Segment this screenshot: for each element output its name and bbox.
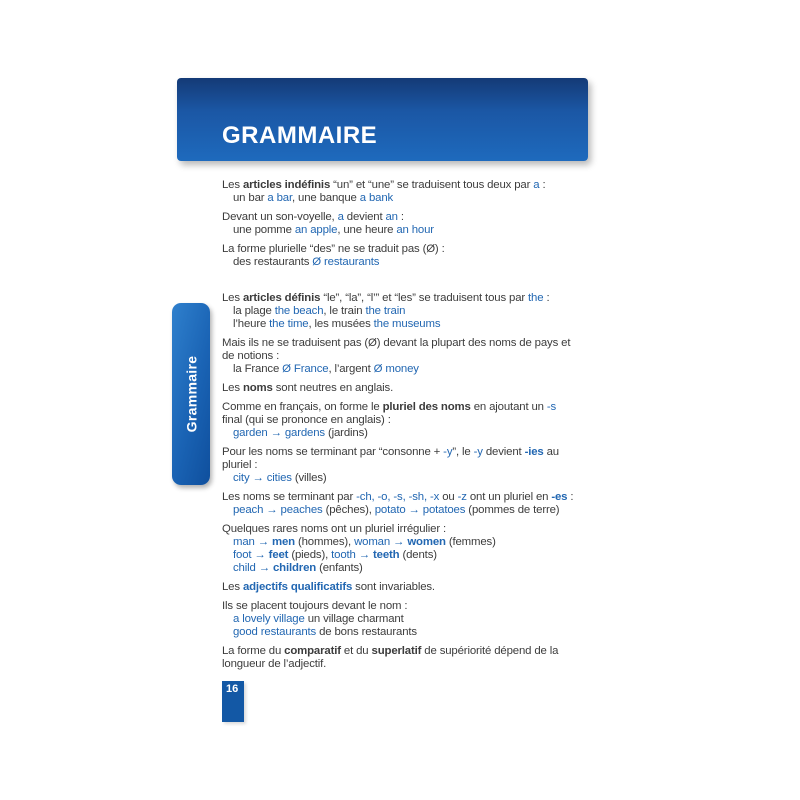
english-term: the time xyxy=(269,318,309,330)
english-term: an hour xyxy=(396,224,434,236)
chapter-header-banner xyxy=(177,78,588,161)
english-term: a xyxy=(337,211,344,223)
text-segment: Pour les noms se terminant par “consonne + xyxy=(222,446,444,458)
text-line xyxy=(222,414,614,427)
text-line xyxy=(222,645,614,658)
english-term: -y xyxy=(473,446,483,458)
english-term: a bar xyxy=(267,192,293,204)
chapter-side-tab xyxy=(172,303,210,485)
english-term: -es xyxy=(551,491,568,503)
text-line xyxy=(222,581,614,594)
text-segment: de notions : xyxy=(222,350,280,362)
text-segment: “un” et “une” se traduisent tous deux par xyxy=(330,179,534,191)
english-term: men xyxy=(271,536,295,548)
text-line xyxy=(222,211,614,224)
english-term: an xyxy=(385,211,398,223)
chapter-side-tab-label: Grammaire xyxy=(183,355,200,433)
text-segment: , les musées xyxy=(308,318,374,330)
english-term: child → xyxy=(233,562,273,574)
text-line xyxy=(222,256,614,269)
text-segment: , le train xyxy=(323,305,366,317)
english-term: -s xyxy=(546,401,557,413)
text-segment: (pêches), xyxy=(322,504,375,516)
text-line xyxy=(222,562,614,575)
text-line xyxy=(222,363,614,376)
english-term: -ies xyxy=(524,446,544,458)
chapter-title: GRAMMAIRE xyxy=(222,122,378,149)
english-term: a bank xyxy=(359,192,394,204)
text-line xyxy=(222,401,614,414)
english-term: -y xyxy=(443,446,453,458)
text-segment: Ils se placent toujours devant le nom : xyxy=(222,600,408,612)
text-segment: : xyxy=(567,491,574,503)
english-term: Ø money xyxy=(373,363,419,375)
text-segment: de bons restaurants xyxy=(316,626,417,638)
text-line xyxy=(222,224,614,237)
text-segment: Mais ils ne se traduisent pas (Ø) devant la plupart des noms de pays et xyxy=(222,337,571,349)
english-term: Ø France xyxy=(282,363,329,375)
english-term: woman → xyxy=(354,536,408,548)
text-segment: la France xyxy=(233,363,283,375)
text-segment: noms xyxy=(242,382,273,394)
text-segment: final (qui se prononce en anglais) : xyxy=(222,414,391,426)
text-segment: (pommes de terre) xyxy=(465,504,560,516)
english-term: -z xyxy=(457,491,467,503)
english-term: the museums xyxy=(373,318,441,330)
english-term: children xyxy=(272,562,317,574)
text-segment: la plage xyxy=(233,305,275,317)
english-term: tooth → xyxy=(331,549,373,561)
text-segment: articles indéfinis xyxy=(242,179,331,191)
english-term: peach → peaches xyxy=(233,504,323,516)
text-line xyxy=(222,382,614,395)
text-segment: (enfants) xyxy=(316,562,363,574)
text-segment: un bar xyxy=(233,192,268,204)
text-segment: des restaurants xyxy=(233,256,313,268)
text-segment: articles définis xyxy=(242,292,321,304)
text-line xyxy=(222,536,614,549)
text-line xyxy=(222,626,614,639)
text-segment: sont neutres en anglais. xyxy=(272,382,394,394)
text-line xyxy=(222,427,614,440)
english-term: garden → gardens xyxy=(233,427,325,439)
text-segment: Quelques rares noms ont un pluriel irrégulier : xyxy=(222,523,447,535)
text-segment: Comme en français, on forme le xyxy=(222,401,383,413)
text-segment: comparatif xyxy=(284,645,341,657)
text-segment: en ajoutant un xyxy=(470,401,547,413)
english-term: a lovely village xyxy=(233,613,305,625)
text-line xyxy=(222,459,614,472)
text-segment: , une banque xyxy=(292,192,360,204)
english-term: teeth xyxy=(373,549,400,561)
text-segment: pluriel des noms xyxy=(382,401,471,413)
text-segment: pluriel : xyxy=(222,459,258,471)
text-segment: , l’argent xyxy=(328,363,374,375)
english-term: foot → xyxy=(233,549,269,561)
english-term: a xyxy=(533,179,540,191)
english-term: man → xyxy=(233,536,272,548)
text-segment: (hommes), xyxy=(294,536,355,548)
text-segment: l’heure xyxy=(233,318,270,330)
text-segment: Les xyxy=(222,292,243,304)
text-segment: Devant un son-voyelle, xyxy=(222,211,338,223)
text-line xyxy=(222,243,614,256)
text-segment: “le”, “la”, “l’” et “les” se traduisent tous par xyxy=(320,292,529,304)
text-segment: devient xyxy=(343,211,386,223)
text-segment: longueur de l’adjectif. xyxy=(222,658,327,670)
text-segment: Les xyxy=(222,581,243,593)
english-term: an apple xyxy=(294,224,338,236)
text-line xyxy=(222,549,614,562)
text-segment: superlatif xyxy=(371,645,422,657)
english-term: good restaurants xyxy=(233,626,317,638)
text-line xyxy=(222,446,614,459)
text-line xyxy=(222,523,614,536)
text-segment: : xyxy=(397,211,404,223)
text-line xyxy=(222,305,614,318)
page-number-badge xyxy=(222,681,244,722)
text-line xyxy=(222,350,614,363)
english-term: Ø restaurants xyxy=(312,256,380,268)
text-segment: Les xyxy=(222,179,243,191)
text-line xyxy=(222,658,614,671)
text-segment: une pomme xyxy=(233,224,295,236)
english-term: the beach xyxy=(274,305,324,317)
text-line xyxy=(222,491,614,504)
text-segment: La forme du xyxy=(222,645,285,657)
text-line xyxy=(222,192,614,205)
english-term: potato → potatoes xyxy=(374,504,466,516)
text-segment: : xyxy=(539,179,546,191)
text-line xyxy=(222,292,614,305)
text-line xyxy=(222,318,614,331)
page-number: 16 xyxy=(226,683,239,695)
english-term: feet xyxy=(268,549,289,561)
text-line xyxy=(222,600,614,613)
text-segment: Les xyxy=(222,382,243,394)
text-segment: : xyxy=(543,292,550,304)
content-lines xyxy=(222,179,614,671)
english-term: the xyxy=(528,292,544,304)
text-segment: La forme plurielle “des” ne se traduit pas (Ø) : xyxy=(222,243,445,255)
text-segment: ”, le xyxy=(452,446,474,458)
text-line xyxy=(222,613,614,626)
english-term: the train xyxy=(365,305,406,317)
text-segment: sont invariables. xyxy=(352,581,435,593)
english-term: women xyxy=(407,536,446,548)
text-segment: (femmes) xyxy=(445,536,496,548)
text-segment: (dents) xyxy=(399,549,437,561)
english-term: adjectifs qualificatifs xyxy=(242,581,353,593)
text-segment: ou xyxy=(439,491,458,503)
text-segment: , une heure xyxy=(337,224,397,236)
text-segment: et du xyxy=(340,645,372,657)
text-segment: (jardins) xyxy=(324,427,368,439)
text-segment: de supériorité dépend de la xyxy=(421,645,559,657)
english-term: city → cities xyxy=(233,472,292,484)
text-segment: au xyxy=(543,446,559,458)
text-line xyxy=(222,504,614,517)
text-segment: Les noms se terminant par xyxy=(222,491,357,503)
text-line xyxy=(222,179,614,192)
text-line xyxy=(222,337,614,350)
english-term: -ch, -o, -s, -sh, -x xyxy=(356,491,440,503)
text-segment: ont un pluriel en xyxy=(466,491,552,503)
text-segment: (villes) xyxy=(291,472,327,484)
text-segment: (pieds), xyxy=(288,549,332,561)
text-segment: devient xyxy=(482,446,525,458)
text-segment: un village charmant xyxy=(304,613,404,625)
text-line xyxy=(222,472,614,485)
